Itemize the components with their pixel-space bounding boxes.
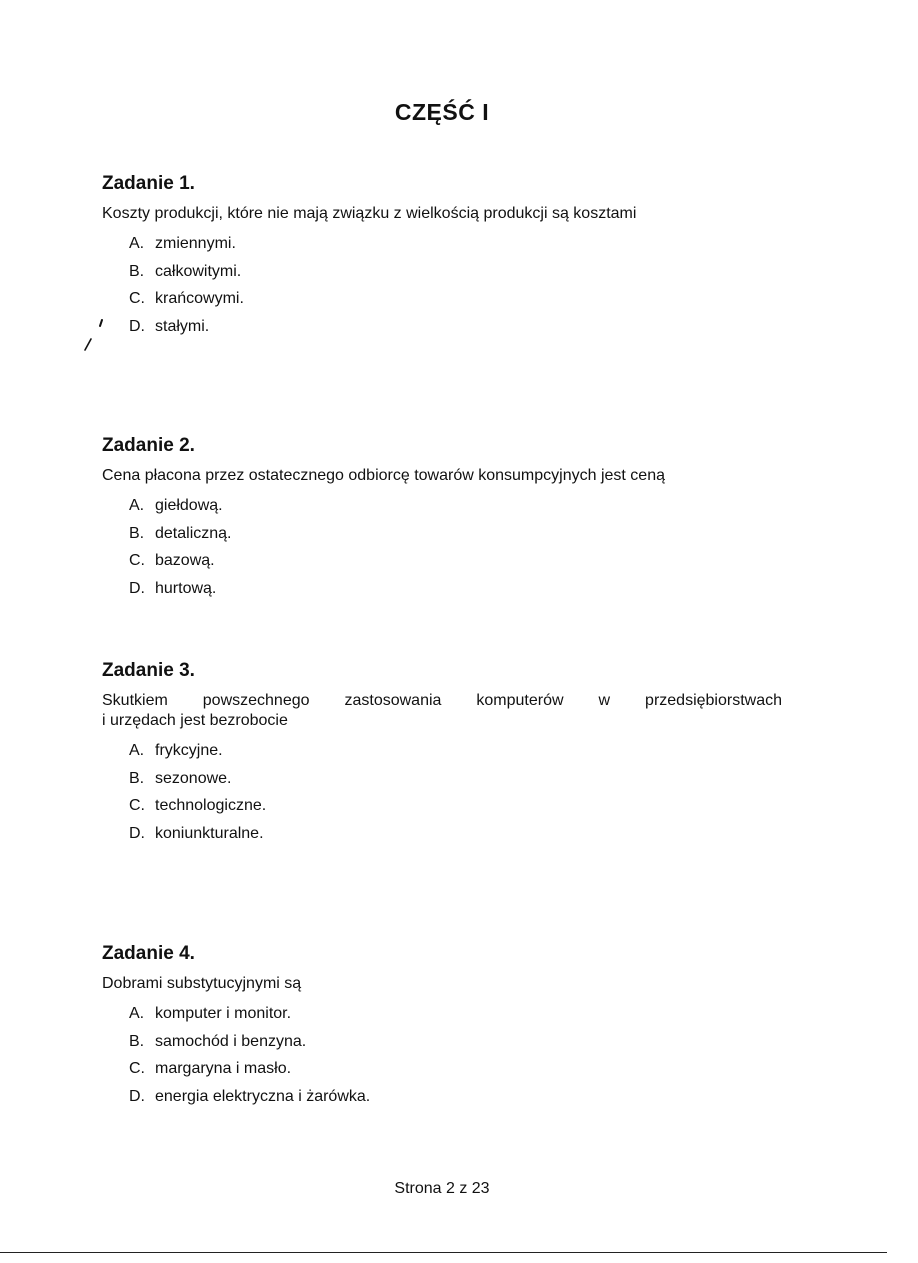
option-letter: C. (129, 552, 145, 569)
answer-options (102, 234, 782, 344)
option-text: sezonowe. (155, 769, 232, 787)
option-b[interactable] (129, 524, 782, 552)
option-letter: A. (129, 1005, 145, 1022)
option-d[interactable] (129, 1087, 782, 1115)
option-letter: B. (129, 769, 145, 787)
option-text: giełdową. (155, 497, 223, 514)
answer-options (102, 496, 782, 606)
option-text: energia elektryczna i żarówka. (155, 1087, 371, 1105)
option-a[interactable] (129, 1004, 782, 1032)
page-number: Strona 2 z 23 (394, 1180, 490, 1197)
option-letter: D. (129, 317, 145, 335)
task-heading: Zadanie 3. (102, 660, 195, 681)
option-letter: B. (129, 262, 145, 280)
task-heading: Zadanie 4. (102, 943, 195, 964)
task-question: Dobrami substytucyjnymi są (102, 975, 302, 992)
option-letter: C. (129, 1060, 145, 1077)
task-4 (102, 942, 782, 1114)
option-b[interactable] (129, 262, 782, 290)
task-1 (102, 172, 782, 344)
option-a[interactable] (129, 234, 782, 262)
option-text: samochód i benzyna. (155, 1032, 307, 1050)
option-letter: B. (129, 1032, 145, 1050)
option-text: technologiczne. (155, 797, 267, 814)
option-letter: D. (129, 579, 145, 597)
option-letter: D. (129, 1087, 145, 1105)
option-c[interactable] (129, 289, 782, 317)
option-letter: A. (129, 742, 145, 759)
option-text: hurtową. (155, 579, 217, 597)
option-c[interactable] (129, 551, 782, 579)
question-line: Skutkiem powszechnego zastosowania komputerów w przedsiębiorstwach (102, 692, 782, 709)
option-text: frykcyjne. (155, 742, 223, 759)
bottom-divider (0, 1252, 887, 1253)
option-text: koniunkturalne. (155, 824, 264, 842)
option-letter: C. (129, 290, 145, 307)
answer-options (102, 741, 782, 851)
task-3 (102, 659, 782, 851)
option-a[interactable] (129, 496, 782, 524)
option-text: komputer i monitor. (155, 1005, 292, 1022)
option-a[interactable] (129, 741, 782, 769)
option-b[interactable] (129, 769, 782, 797)
option-d[interactable] (129, 579, 782, 607)
option-c[interactable] (129, 796, 782, 824)
task-heading: Zadanie 1. (102, 173, 195, 194)
task-heading: Zadanie 2. (102, 435, 195, 456)
option-text: margaryna i masło. (155, 1060, 292, 1077)
option-letter: B. (129, 524, 145, 542)
task-question (102, 691, 782, 731)
option-text: całkowitymi. (155, 262, 242, 280)
option-letter: A. (129, 497, 145, 514)
task-2 (102, 434, 782, 606)
pen-mark (80, 316, 110, 356)
option-c[interactable] (129, 1059, 782, 1087)
option-b[interactable] (129, 1032, 782, 1060)
option-text: krańcowymi. (155, 290, 244, 307)
option-text: bazową. (155, 552, 215, 569)
option-letter: D. (129, 824, 145, 842)
task-question: Koszty produkcji, które nie mają związku z wielkością produkcji są kosztami (102, 205, 637, 222)
question-line: i urzędach jest bezrobocie (102, 712, 288, 729)
option-letter: A. (129, 235, 145, 252)
option-text: detaliczną. (155, 524, 232, 542)
option-letter: C. (129, 797, 145, 814)
option-text: stałymi. (155, 317, 210, 335)
page-title: CZĘŚĆ I (394, 99, 490, 125)
task-question: Cena płacona przez ostatecznego odbiorcę towarów konsumpcyjnych jest ceną (102, 467, 665, 484)
option-text: zmiennymi. (155, 235, 236, 252)
option-d[interactable] (129, 317, 782, 345)
option-d[interactable] (129, 824, 782, 852)
answer-options (102, 1004, 782, 1114)
